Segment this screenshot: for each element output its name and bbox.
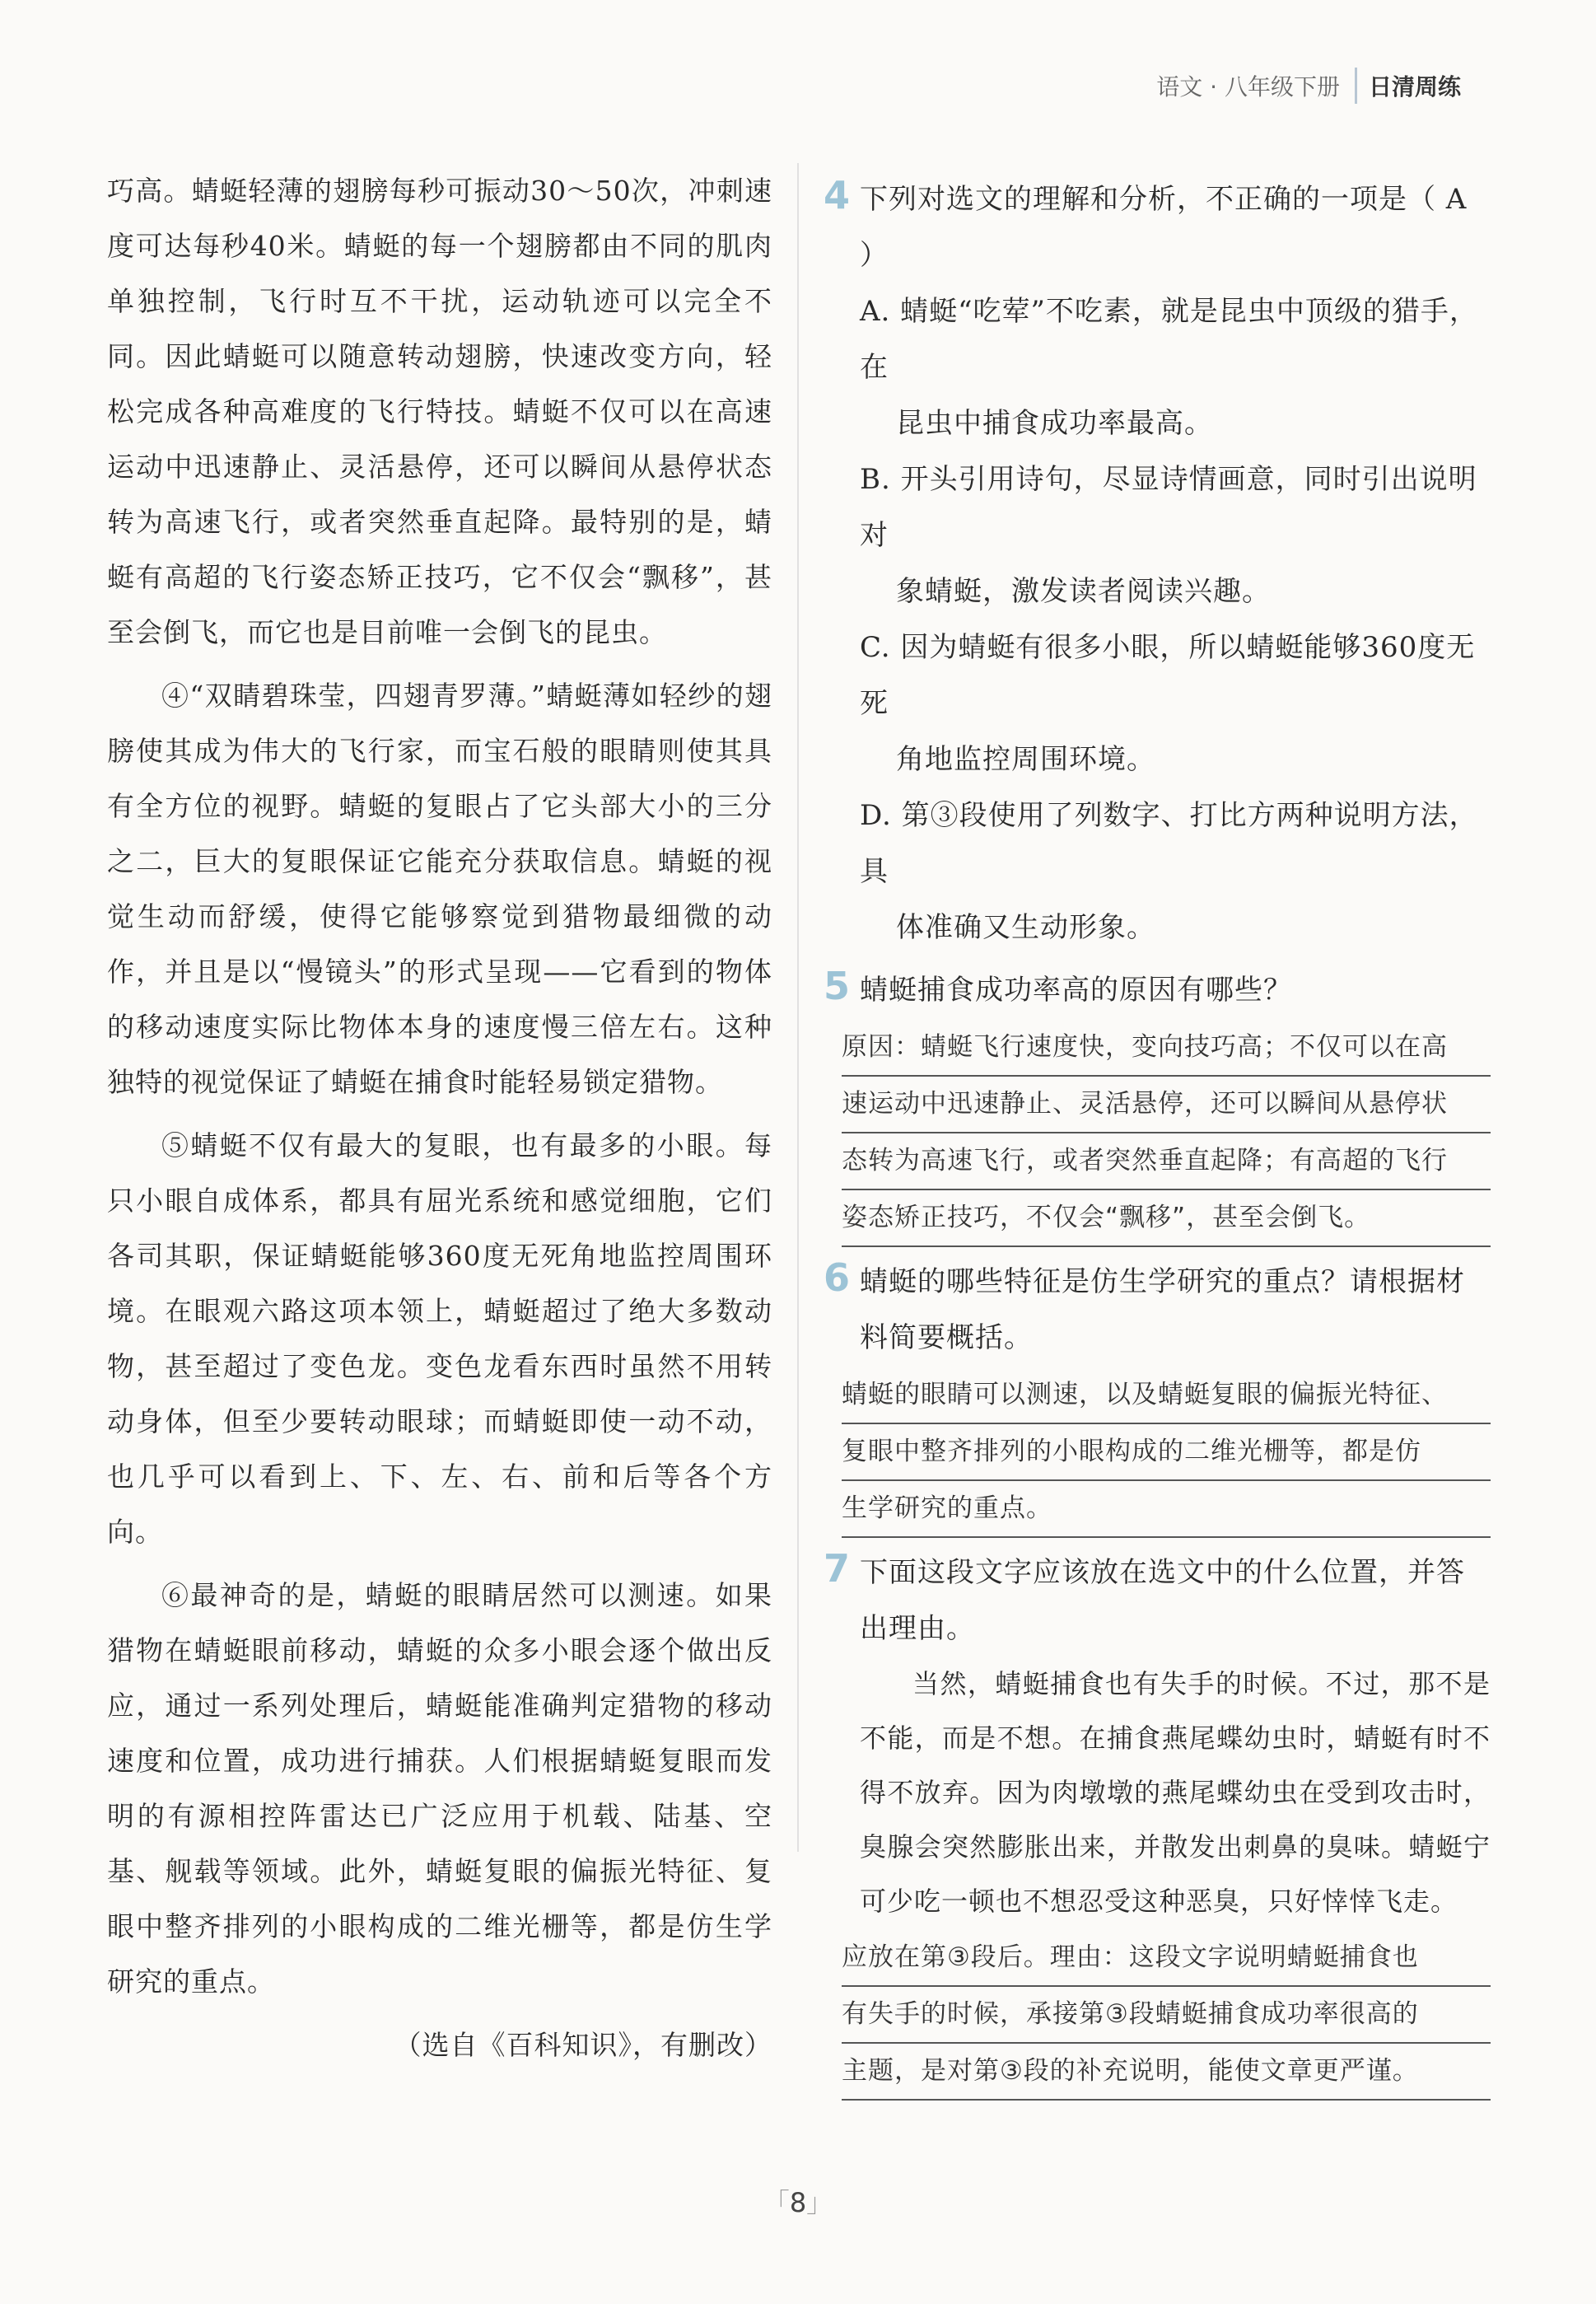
reading-passage xyxy=(107,163,772,2073)
passage-paragraph-1: 巧高。蜻蜓轻薄的翅膀每秒可振动30～50次，冲刺速度可达每秒40米。蜻蜓的每一个翅膀都由不同的肌肉单独控制，飞行时互不干扰，运动轨迹可以完全不同。因此蜻蜓可以随意转动翅膀，快速改变方向，轻松完成各种高难度的飞行特技。蜻蜓不仅可以在高速运动中迅速静止、灵活悬停，还可以瞬间从悬停状态转为高速飞行，或者突然垂直起降。最特别的是，蜻蜓有高超的飞行姿态矫正技巧，它不仅会“飘移”，甚至会倒飞，而它也是目前唯一会倒飞的昆虫。 xyxy=(107,175,772,648)
answer-line: 生学研究的重点。 xyxy=(842,1481,1491,1538)
answer-7 xyxy=(842,1930,1491,2101)
passage-paragraph-5: ⑤蜻蜓不仅有最大的复眼，也有最多的小眼。每只小眼自成体系，都具有屈光系统和感觉细胞，它们各司其职，保证蜻蜓能够360度无死角地监控周围环境。在眼观六路这项本领上，蜻蜓超过了绝大多数动物，甚至超过了变色龙。变色龙看东西时虽然不用转动身体，但至少要转动眼球；而蜻蜓即使一动不动，也几乎可以看到上、下、左、右、前和后等各个方向。 xyxy=(107,1129,772,1548)
series-badge: 日清周练 xyxy=(1355,68,1472,104)
option-d-line-2: 体准确又生动形象。 xyxy=(896,911,1155,944)
option-d xyxy=(860,787,1491,956)
question-number: 5 xyxy=(824,964,852,1008)
subject-label: 语文 · 八年级下册 xyxy=(1156,73,1340,100)
question-number: 7 xyxy=(824,1546,852,1591)
page-footer: 「8」 xyxy=(763,2187,833,2218)
question-4 xyxy=(824,171,1491,283)
answer-line: 速运动中迅速静止、灵活悬停，还可以瞬间从悬停状 xyxy=(842,1077,1491,1133)
question-stem: 蜻蜓的哪些特征是仿生学研究的重点？请根据材料简要概括。 xyxy=(860,1265,1465,1354)
answer-line: 姿态矫正技巧，不仅会“飘移”，甚至会倒飞。 xyxy=(842,1190,1491,1247)
column-divider xyxy=(797,163,799,1852)
question-number: 6 xyxy=(824,1255,852,1300)
option-c xyxy=(860,619,1491,787)
answer-6 xyxy=(842,1367,1491,1538)
passage-paragraph-6: ⑥最神奇的是，蜻蜓的眼睛居然可以测速。如果猎物在蜻蜓眼前移动，蜻蜓的众多小眼会逐个做出反应，通过一系列处理后，蜻蜓能准确判定猎物的移动速度和位置，成功进行捕获。人们根据蜻蜓复眼而发明的有源相控阵雷达已广泛应用于机载、陆基、空基、舰载等领域。此外，蜻蜓复眼的偏振光特征、复眼中整齐排列的小眼构成的二维光栅等，都是仿生学研究的重点。 xyxy=(107,1579,772,1998)
question-number: 4 xyxy=(824,173,852,217)
option-b xyxy=(860,451,1491,619)
answer-line: 复眼中整齐排列的小眼构成的二维光栅等，都是仿 xyxy=(842,1424,1491,1481)
answer-5 xyxy=(842,1020,1491,1247)
option-b-line-2: 象蜻蜓，激发读者阅读兴趣。 xyxy=(896,575,1271,608)
option-a xyxy=(860,283,1491,451)
answer-line: 主题，是对第③段的补充说明，能使文章更严谨。 xyxy=(842,2044,1491,2101)
answer-line: 蜻蜓的眼睛可以测速，以及蜻蜓复眼的偏振光特征、 xyxy=(842,1367,1491,1424)
question-5 xyxy=(824,962,1491,1018)
passage-paragraph-4: ④“双睛碧珠莹，四翅青罗薄。”蜻蜓薄如轻纱的翅膀使其成为伟大的飞行家，而宝石般的眼睛则使其具有全方位的视野。蜻蜓的复眼占了它头部大小的三分之二，巨大的复眼保证它能充分获取信息。蜻蜓的视觉生动而舒缓，使得它能够察觉到猎物最细微的动作，并且是以“慢镜头”的形式呈现——它看到的物体的移动速度实际比物体本身的速度慢三倍左右。这种独特的视觉保证了蜻蜓在捕食时能轻易锁定猎物。 xyxy=(107,680,772,1098)
question-6 xyxy=(824,1254,1491,1366)
answer-line: 应放在第③段后。理由：这段文字说明蜻蜓捕食也 xyxy=(842,1930,1491,1987)
answer-line: 态转为高速飞行，或者突然垂直起降；有高超的飞行 xyxy=(842,1133,1491,1190)
question-7 xyxy=(824,1545,1491,1657)
question-stem: 蜻蜓捕食成功率高的原因有哪些？ xyxy=(860,974,1292,1007)
option-a-line-1: A. 蜻蜓“吃荤”不吃素，就是昆虫中顶级的猎手，在 xyxy=(860,295,1478,384)
option-c-line-2: 角地监控周围环境。 xyxy=(896,743,1155,776)
question-7-passage xyxy=(860,1657,1491,1928)
inserted-paragraph: 当然，蜻蜓捕食也有失手的时候。不过，那不是不能，而是不想。在捕食燕尾蝶幼虫时，蜻蜓有时不得不放弃。因为肉墩墩的燕尾蝶幼虫在受到攻击时，臭腺会突然膨胀出来，并散发出刺鼻的臭味。蜻蜓宁可少吃一顿也不想忍受这种恶臭，只好悻悻飞走。 xyxy=(860,1668,1491,1917)
option-d-line-1: D. 第③段使用了列数字、打比方两种说明方法，具 xyxy=(860,799,1478,888)
option-b-line-1: B. 开头引用诗句，尽显诗情画意，同时引出说明对 xyxy=(860,463,1477,552)
page-number: 8 xyxy=(789,2187,807,2218)
question-stem: 下列对选文的理解和分析，不正确的一项是（ A ） xyxy=(860,183,1468,272)
answer-line: 有失手的时候，承接第③段蜻蜓捕食成功率很高的 xyxy=(842,1987,1491,2044)
option-a-line-2: 昆虫中捕食成功率最高。 xyxy=(896,407,1213,440)
option-c-line-1: C. 因为蜻蜓有很多小眼，所以蜻蜓能够360度无死 xyxy=(860,631,1476,720)
answer-line: 原因：蜻蜓飞行速度快，变向技巧高；不仅可以在高 xyxy=(842,1020,1491,1077)
passage-source: （选自《百科知识》，有删改） xyxy=(394,2029,772,2061)
question-stem: 下面这段文字应该放在选文中的什么位置，并答出理由。 xyxy=(860,1556,1465,1645)
questions-column xyxy=(824,165,1491,2101)
page-header xyxy=(1156,68,1472,104)
